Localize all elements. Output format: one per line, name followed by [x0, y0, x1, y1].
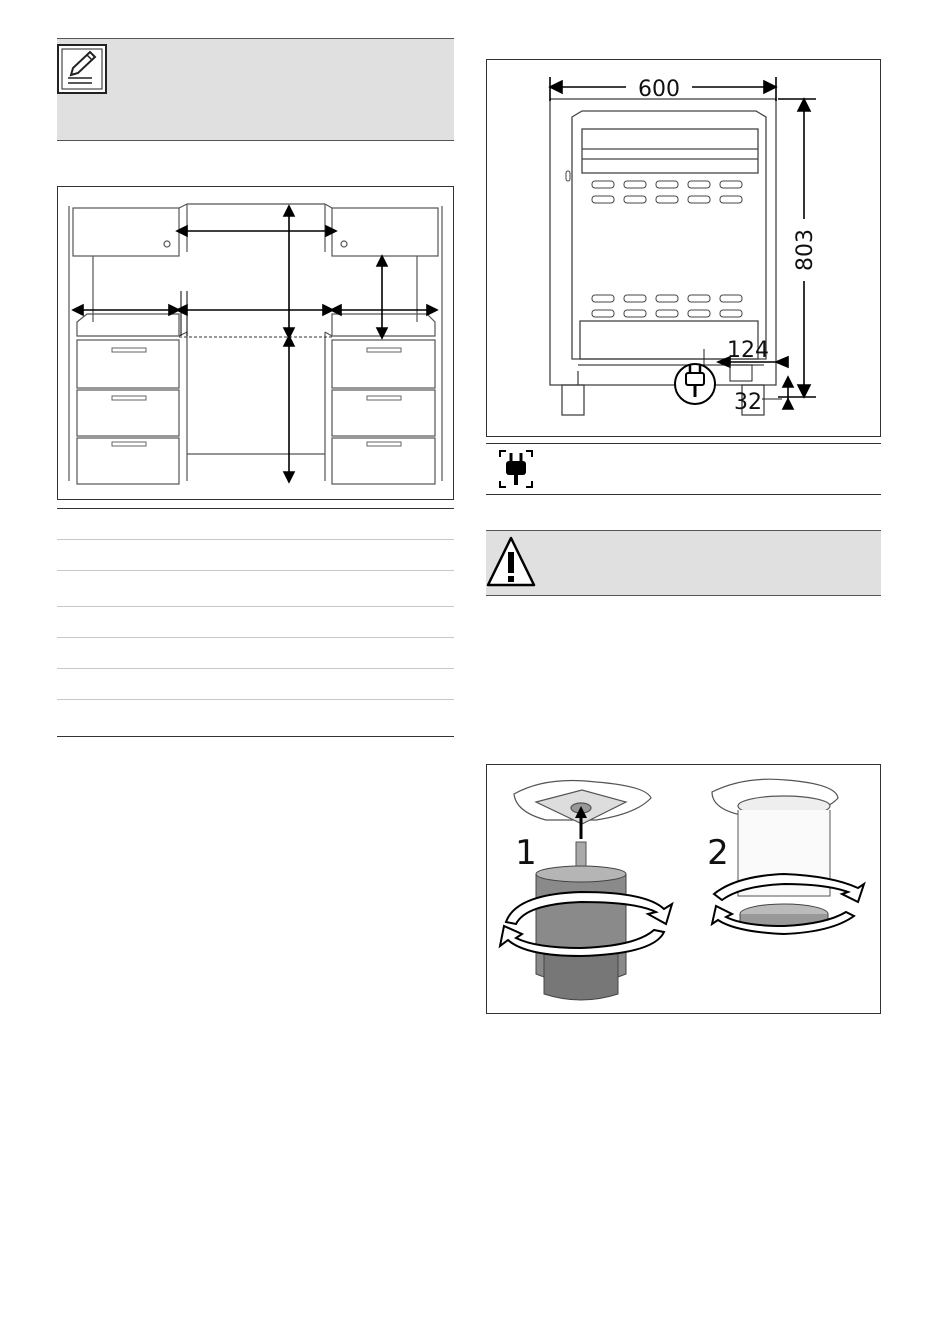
- table-row-rule: [57, 539, 454, 540]
- table-row-rule: [57, 606, 454, 607]
- feet-adjustment-diagram: [486, 764, 881, 1014]
- table-row-rule: [57, 570, 454, 571]
- socket-height-label: 32: [734, 390, 762, 415]
- table-row-rule: [57, 668, 454, 669]
- oven-width-label: 600: [638, 77, 680, 102]
- oven-height-label: 803: [793, 229, 818, 271]
- note-callout: [57, 38, 454, 141]
- warning-callout: [486, 530, 881, 596]
- power-plug-icon: [496, 447, 536, 491]
- socket-offset-label: 124: [727, 338, 769, 363]
- oven-rear-diagram: [486, 59, 881, 437]
- table-top-rule: [57, 508, 454, 509]
- step-1-label: 1: [515, 833, 537, 873]
- table-row-rule: [57, 637, 454, 638]
- table-row-rule: [57, 699, 454, 700]
- niche-diagram: [57, 186, 454, 500]
- warning-triangle-icon: [486, 535, 536, 589]
- table-bottom-rule: [57, 736, 454, 737]
- socket-plug-icon: [675, 364, 715, 404]
- plug-info-band: [486, 443, 881, 495]
- pencil-note-icon: [57, 42, 107, 96]
- step-2-label: 2: [707, 833, 729, 873]
